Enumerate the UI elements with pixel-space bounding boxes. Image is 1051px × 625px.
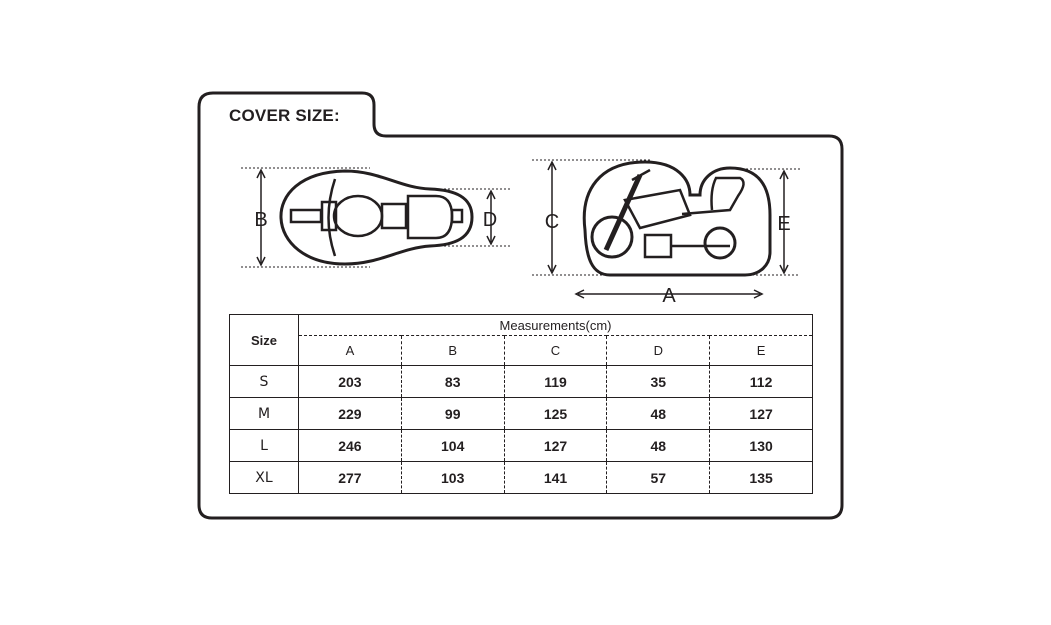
- table-row: [230, 398, 813, 430]
- cell-a: 229: [299, 398, 402, 430]
- cell-b: 99: [401, 398, 504, 430]
- label-b: B: [254, 209, 268, 231]
- size-header: Size: [230, 315, 299, 366]
- cell-e: 127: [710, 398, 813, 430]
- cell-e: 112: [710, 366, 813, 398]
- label-d: D: [482, 209, 498, 231]
- table-row: [230, 462, 813, 494]
- cell-b: 103: [401, 462, 504, 494]
- size-table: [229, 314, 813, 494]
- label-a: A: [662, 285, 676, 307]
- cell-a: 246: [299, 430, 402, 462]
- column-header-e: E: [710, 336, 813, 366]
- cell-a: 203: [299, 366, 402, 398]
- column-header-d: D: [607, 336, 710, 366]
- cell-c: 125: [504, 398, 607, 430]
- cell-c: 119: [504, 366, 607, 398]
- top-view-cover: [281, 171, 472, 264]
- cell-d: 57: [607, 462, 710, 494]
- cell-b: 104: [401, 430, 504, 462]
- column-header-a: A: [299, 336, 402, 366]
- cell-b: 83: [401, 366, 504, 398]
- label-e: E: [777, 213, 791, 235]
- cell-e: 135: [710, 462, 813, 494]
- cell-c: 141: [504, 462, 607, 494]
- table-row: [230, 430, 813, 462]
- cell-d: 35: [607, 366, 710, 398]
- row-size: S: [230, 366, 299, 398]
- row-size: L: [230, 430, 299, 462]
- cover-size-title: COVER SIZE:: [229, 106, 340, 125]
- cell-d: 48: [607, 398, 710, 430]
- row-size: M: [230, 398, 299, 430]
- row-size: XL: [230, 462, 299, 494]
- column-header-b: B: [401, 336, 504, 366]
- label-c: C: [544, 211, 560, 233]
- cell-e: 130: [710, 430, 813, 462]
- table-row: [230, 366, 813, 398]
- measurements-header: Measurements(cm): [299, 315, 813, 336]
- cell-d: 48: [607, 430, 710, 462]
- cell-c: 127: [504, 430, 607, 462]
- cell-a: 277: [338, 469, 362, 486]
- column-header-c: C: [504, 336, 607, 366]
